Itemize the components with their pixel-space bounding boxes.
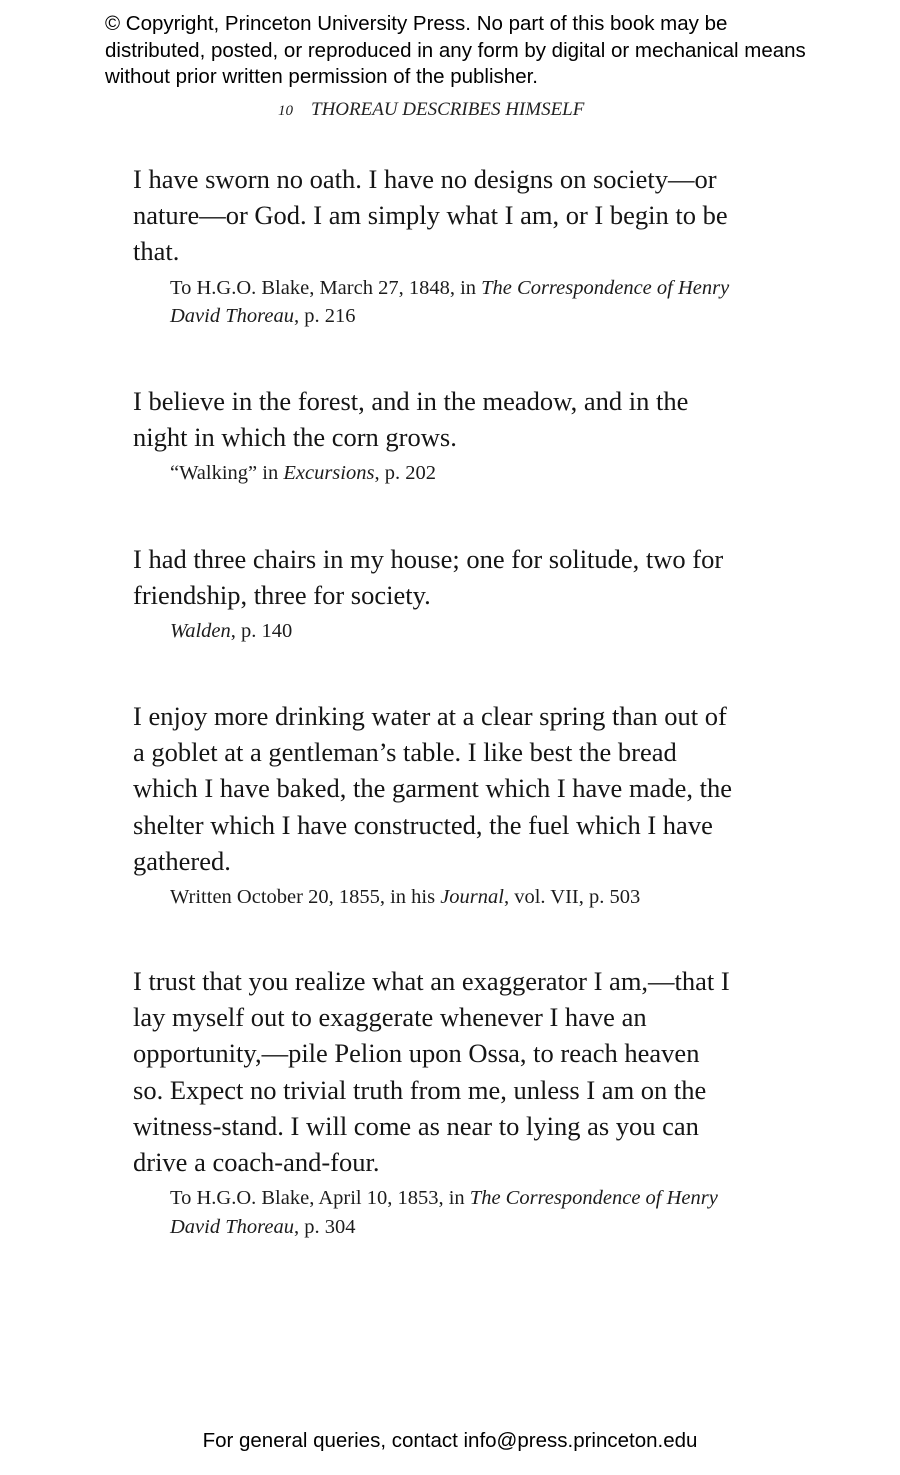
source-work-title: Excursions <box>283 462 375 485</box>
copyright-notice: © Copyright, Princeton University Press. No part of this book may be distributed, posted, or reproduced in any form by digital or mechanical means without prior written permission of the publisher. <box>105 12 806 88</box>
source-suffix: , vol. VII, p. 503 <box>503 886 641 909</box>
page-number: 10 <box>278 103 293 119</box>
quote-text: I had three chairs in my house; one for solitude, two for friendship, three for society. <box>133 544 724 611</box>
source-work-title: The Correspondence of Henry David Thoreau <box>170 1187 718 1238</box>
quote-block <box>133 698 733 912</box>
quote-source <box>170 459 733 488</box>
source-suffix: , p. 304 <box>293 1215 356 1238</box>
quote-block <box>133 383 733 488</box>
source-prefix: To H.G.O. Blake, April 10, 1853, in <box>170 1187 470 1210</box>
quote-block <box>133 963 733 1241</box>
source-work-title: Walden <box>170 620 231 643</box>
source-prefix: To H.G.O. Blake, March 27, 1848, in <box>170 276 482 299</box>
source-suffix: , p. 216 <box>293 305 356 328</box>
source-suffix: , p. 140 <box>230 620 293 643</box>
source-prefix: Written October 20, 1855, in his <box>170 886 441 909</box>
quote-source <box>170 617 733 646</box>
quote-source <box>170 1184 733 1241</box>
quote-block <box>133 161 733 331</box>
running-head <box>278 98 584 123</box>
footer-contact: For general queries, contact info@press.princeton.edu <box>202 1429 698 1452</box>
source-prefix: “Walking” in <box>170 462 284 485</box>
source-work-title: The Correspondence of Henry David Thoreau <box>170 276 730 328</box>
quote-source <box>170 883 733 912</box>
quote-text: I believe in the forest, and in the meadow, and in the night in which the corn grows. <box>133 386 689 453</box>
quote-text: I trust that you realize what an exaggerator I am,—that I lay myself out to exaggerate whenever I have an opportunity,—pile Pelion upon Ossa, to reach heaven so. Expect no trivial truth from me, unless I am on the witness-stand. I will come as near to lying as you can drive a coach-and-four. <box>133 966 730 1178</box>
quote-block <box>133 541 733 646</box>
quote-text: I have sworn no oath. I have no designs on society—or nature—or God. I am simply what I am, or I begin to be that. <box>133 164 728 267</box>
source-work-title: Journal <box>440 886 504 909</box>
source-suffix: , p. 202 <box>374 462 436 485</box>
chapter-title: THOREAU DESCRIBES HIMSELF <box>311 99 585 120</box>
quote-text: I enjoy more drinking water at a clear spring than out of a goblet at a gentleman’s table. I like best the bread which I have baked, the garment which I have made, the shelter which I have constructed, the fuel which I have gathered. <box>133 701 732 876</box>
quote-source <box>170 274 733 331</box>
